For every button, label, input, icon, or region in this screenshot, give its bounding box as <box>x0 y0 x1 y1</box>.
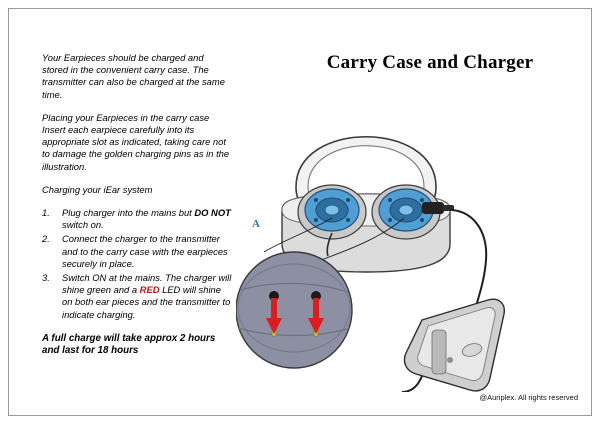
step-text-after: LED will shine on both ear pieces and the transmitter to indicate charging. <box>62 284 231 320</box>
detail-magnifier <box>236 252 352 368</box>
list-item <box>42 233 232 270</box>
intro-paragraph: Your Earpieces should be charged and stored in the convenient carry case. The transmitter can also be charged at the same time. <box>42 52 225 100</box>
step-text-before: Connect the charger to the transmitter and to the carry case with the earpieces securely in place. <box>62 233 228 269</box>
step-number: 2. <box>42 233 50 245</box>
copyright-notice: @Auriplex. All rights reserved <box>479 393 578 402</box>
step-emphasis-red: RED <box>139 284 160 296</box>
callout-label-a: A <box>252 218 260 230</box>
placing-heading: Placing your Earpieces in the carry case <box>42 111 210 123</box>
step-number: 1. <box>42 207 50 219</box>
step-text-before: Plug charger into the mains but <box>62 207 195 219</box>
step-number: 3. <box>42 272 50 284</box>
list-item <box>42 272 232 321</box>
page-title: Carry Case and Charger <box>326 52 534 73</box>
step-text-after: switch on. <box>62 219 104 231</box>
closing-note: A full charge will take approx 2 hours and last for 18 hours <box>42 332 216 357</box>
instructions-column <box>42 52 232 368</box>
placing-body: Insert each earpiece carefully into its appropriate slot as indicated, taking care not to damage the golden charging pins as in the illustration. <box>42 124 230 172</box>
list-item <box>42 207 232 231</box>
charging-steps-list <box>42 207 232 321</box>
step-emphasis: DO NOT <box>194 207 231 219</box>
step-text-before: Switch ON at the mains. The charger will shine green and a <box>62 272 232 296</box>
transmitter-unit <box>402 299 504 392</box>
carry-case-illustration <box>236 92 588 392</box>
charging-heading: Charging your iEar system <box>42 183 153 195</box>
